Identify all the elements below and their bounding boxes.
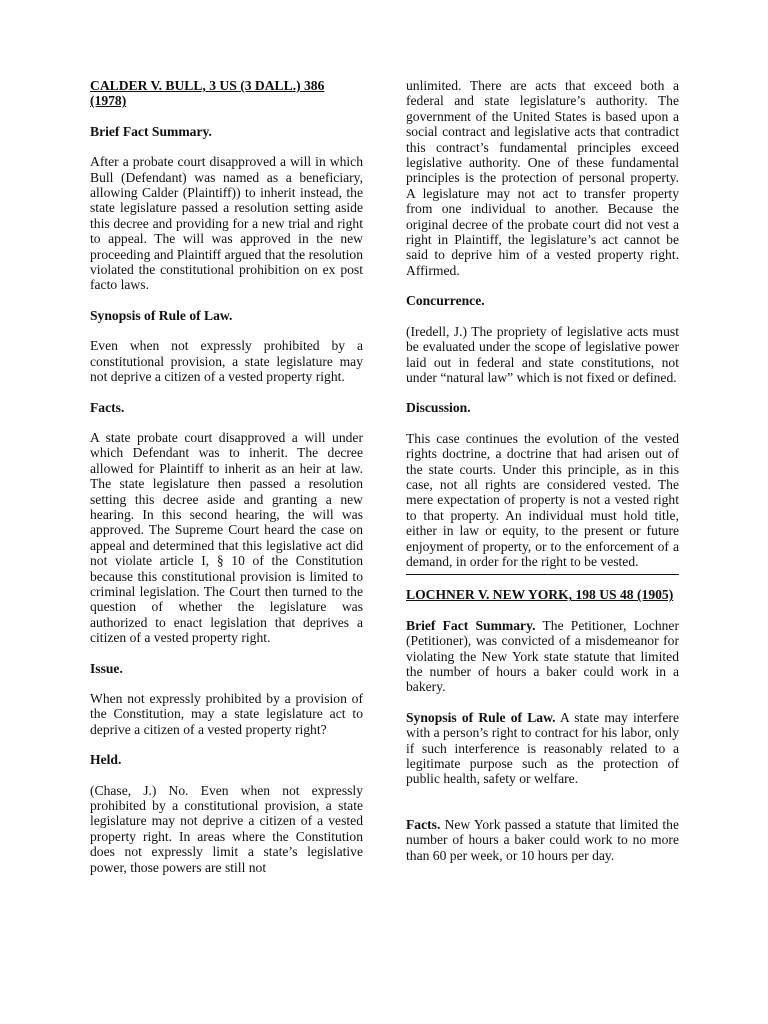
brief-fact-text: After a probate court disapproved a will in which Bull (Defendant) was named as a beneficiary, allowing Calder (Plaintiff)) to inherit instead, the state legislature passed a resolution setting aside this decree and providing for a new trial and right to appeal. The will was approved in the new proceeding and Plaintiff argued that the resolution violated the constitutional prohibition on ex post facto laws. bbox=[90, 154, 363, 293]
issue-text: When not expressly prohibited by a provision of the Constitution, may a state legislature act to deprive a citizen of a vested property right? bbox=[90, 691, 363, 737]
lochner-facts bbox=[406, 817, 679, 863]
concurrence-text: (Iredell, J.) The propriety of legislative acts must be evaluated under the scope of legislative power laid out in federal and state constitutions, not under “natural law” which is not fixed or defined. bbox=[406, 323, 679, 385]
discussion-text: This case continues the evolution of the vested rights doctrine, a doctrine that had arisen out of the state courts. Under this principle, as in this case, not all rights are considered vested. The mere expectation of property is not a vested right to that property. An individual must hold title, either in law or equity, to the present or future enjoyment of property, or to the enforcement of a demand, in order for the right to be vested. bbox=[406, 430, 679, 569]
synopsis-heading: Synopsis of Rule of Law. bbox=[90, 307, 233, 323]
held-text-part1: (Chase, J.) No. Even when not expressly prohibited by a constitutional provision, a state legislature may not deprive a citizen of a vested property right. In areas where the Constitution does not expressly limit a state’s legislative power, those powers are still not bbox=[90, 782, 363, 875]
lochner-brief-fact-text: The Petitioner, Lochner (Petitioner), was convicted of a misdemeanor for violating the New York state statute that limited the number of hours a baker could work in a bakery. bbox=[406, 617, 679, 695]
lochner-facts-text: New York passed a statute that limited the number of hours a baker could work to no more than 60 per week, or 10 hours per day. bbox=[406, 816, 679, 863]
lochner-synopsis-text: A state may interfere with a person’s right to contract for his labor, only if such interference is reasonably related to a legitimate purpose such as the protection of public health, safety or welfare. bbox=[406, 709, 679, 787]
held-heading: Held. bbox=[90, 752, 122, 768]
facts-heading: Facts. bbox=[90, 399, 125, 415]
lochner-synopsis-heading: Synopsis of Rule of Law. bbox=[406, 709, 556, 725]
discussion-heading: Discussion. bbox=[406, 400, 471, 416]
lochner-brief-fact-heading: Brief Fact Summary. bbox=[406, 617, 536, 633]
synopsis-text: Even when not expressly prohibited by a constitutional provision, a state legislature may not deprive a citizen of a vested property right. bbox=[90, 338, 363, 385]
lochner-synopsis bbox=[406, 710, 679, 787]
case-title-lochner: LOCHNER V. NEW YORK, 198 US 48 (1905) bbox=[406, 587, 674, 603]
lochner-brief-fact bbox=[406, 618, 679, 695]
issue-heading: Issue. bbox=[90, 660, 123, 676]
lochner-facts-heading: Facts. bbox=[406, 816, 441, 832]
left-column bbox=[90, 78, 363, 875]
brief-fact-heading: Brief Fact Summary. bbox=[90, 123, 212, 139]
right-column bbox=[406, 78, 679, 863]
concurrence-heading: Concurrence. bbox=[406, 293, 485, 309]
case-title-calder: CALDER V. BULL, 3 US (3 DALL.) 386 (1978) bbox=[90, 78, 325, 109]
held-text-part2: unlimited. There are acts that exceed both a federal and state legislature’s authority. The government of the United States is based upon a social contract and legislative acts that contradict this contract’s fundamental principles exceed legislative authority. One of these fundamental principles is the protection of personal property. A legislature may not act to transfer property from one individual to another. Because the original decree of the probate court did not vest a right in Plaintiff, the legislature’s act cannot be said to deprive him of a vested property right. Affirmed. bbox=[406, 78, 679, 278]
facts-text: A state probate court disapproved a will under which Defendant was to inherit. The decree allowed for Plaintiff to inherit as an heir at law. The state legislature then passed a resolution setting this decree aside and granting a new hearing. In this second hearing, the will was approved. The Supreme Court heard the case on appeal and determined that this legislative act did not violate article I, § 10 of the Constitution because this constitutional provision is limited to criminal legislation. The Court then turned to the question of whether the legislature was authorized to enact legislation that deprives a citizen of a vested property right. bbox=[90, 429, 363, 646]
section-divider bbox=[406, 574, 679, 575]
